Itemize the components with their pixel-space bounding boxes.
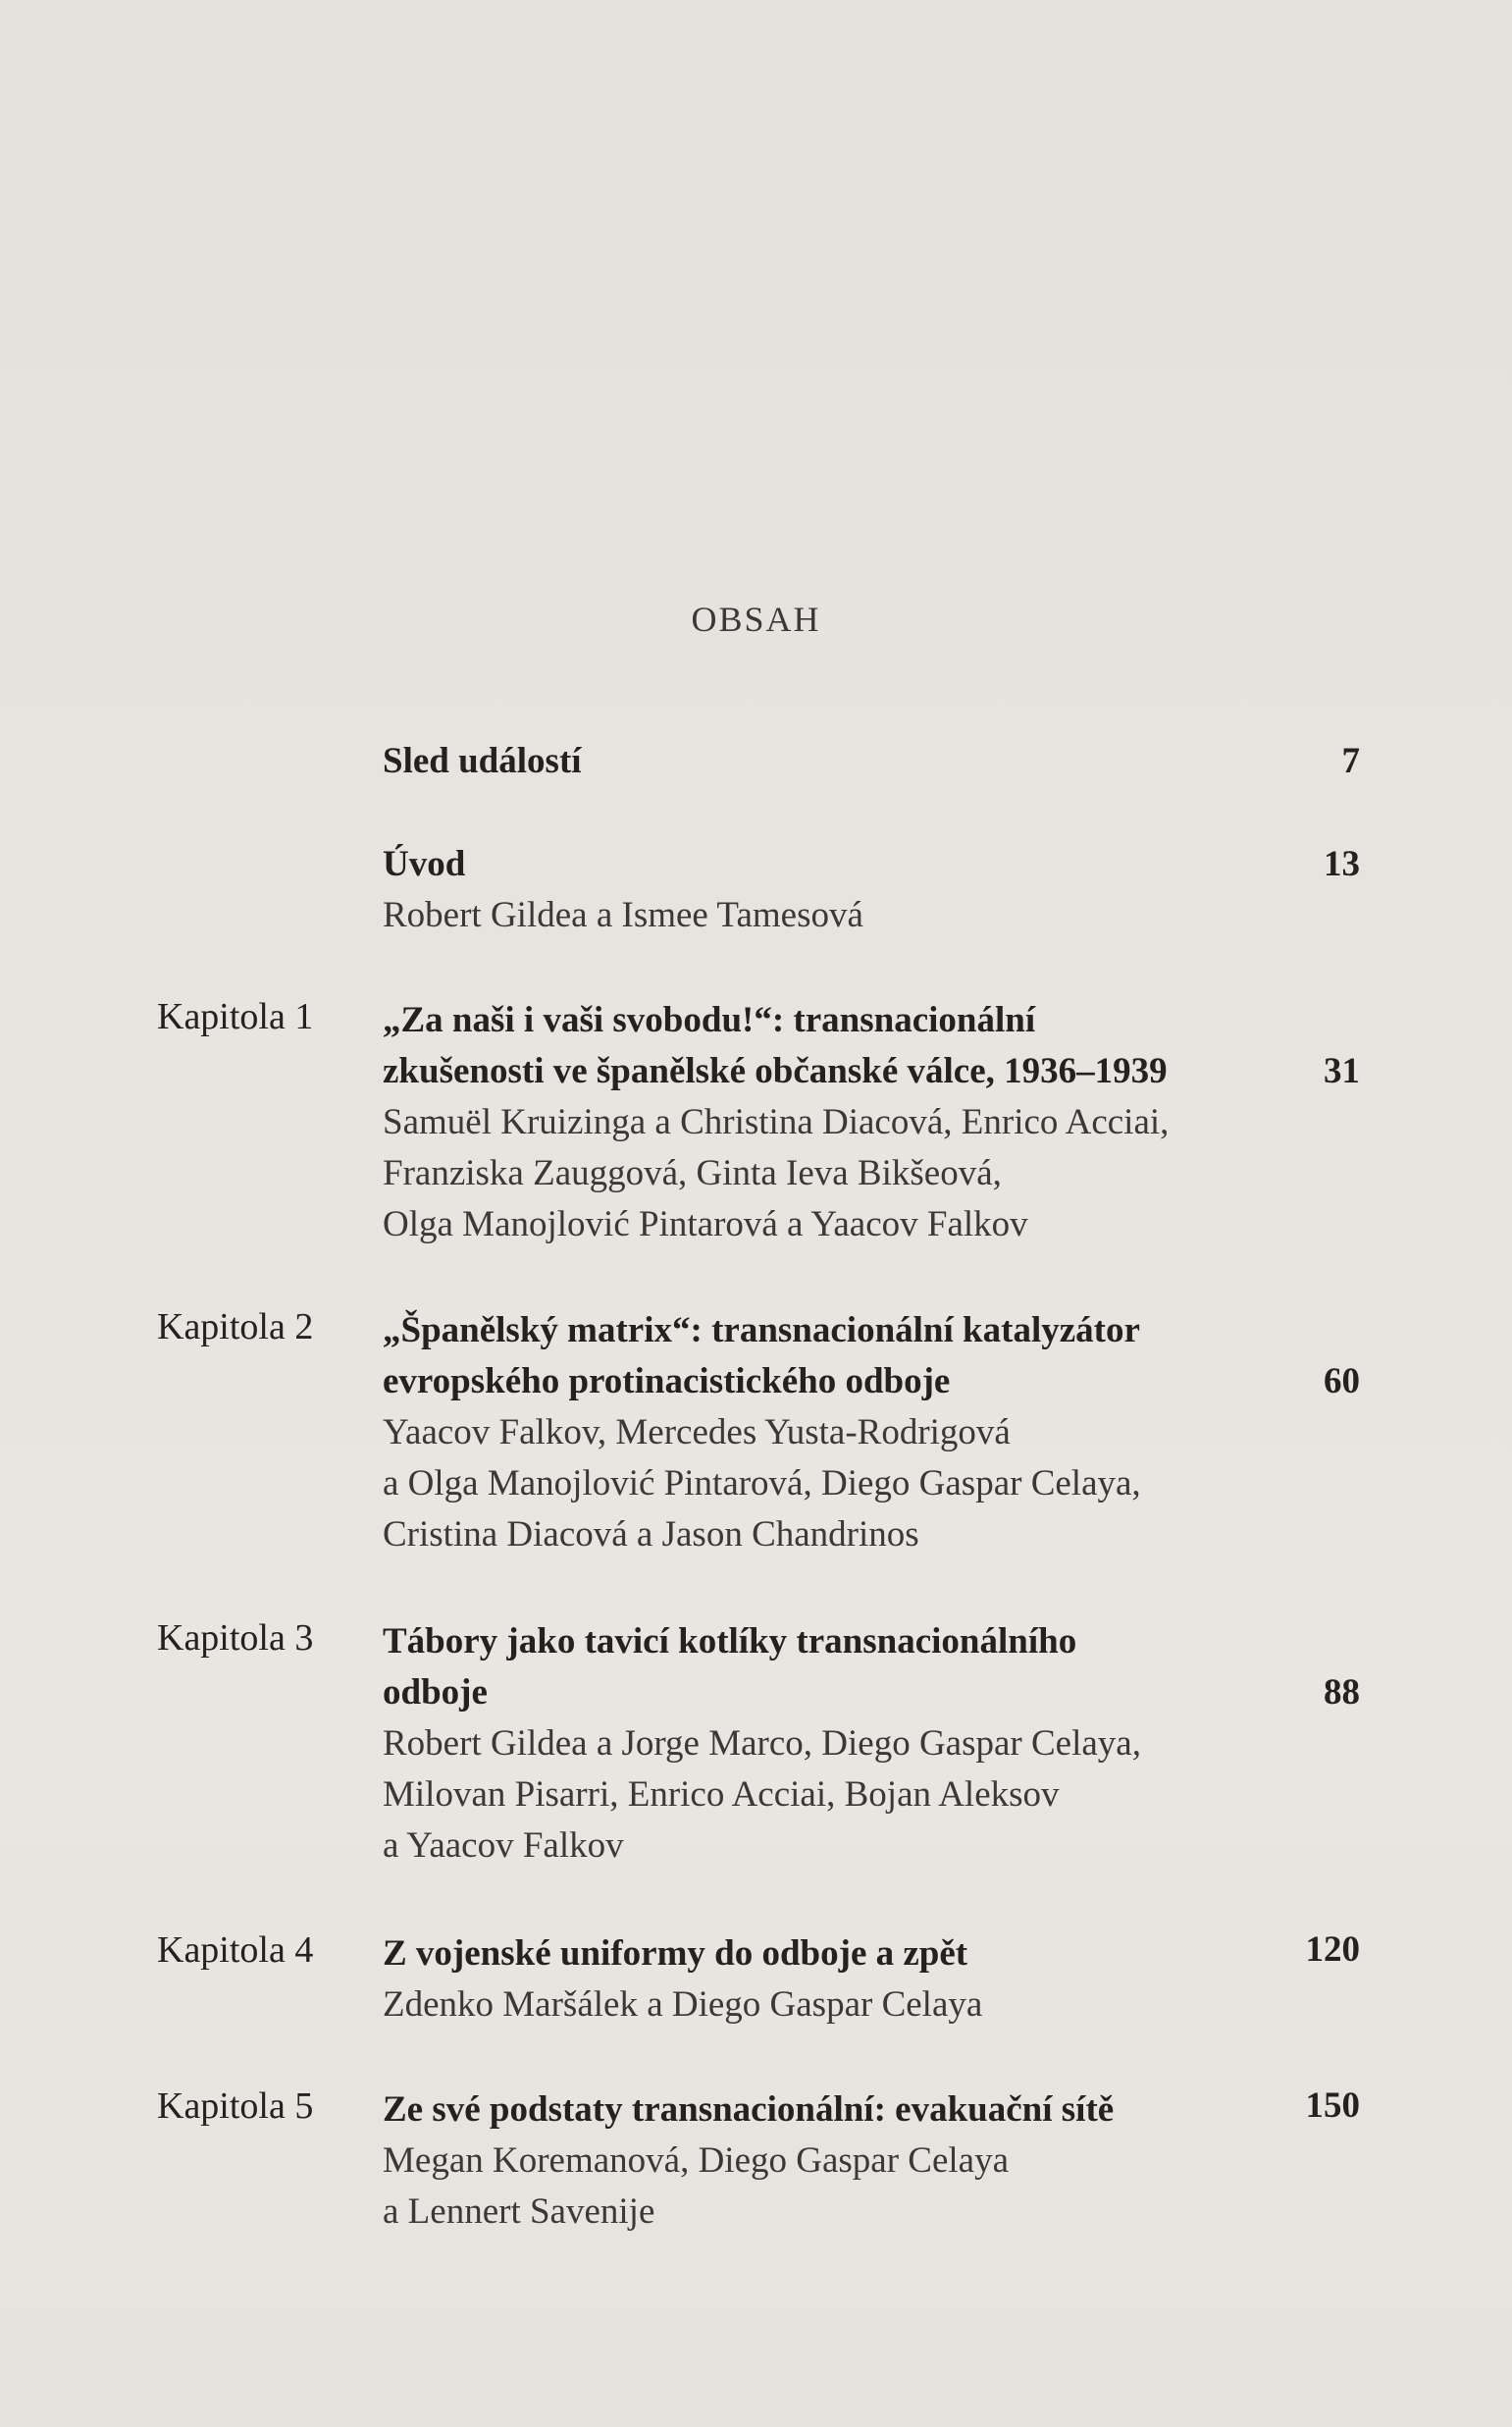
entry-body — [383, 1305, 1295, 1560]
chapter-label: Kapitola 5 — [157, 2085, 314, 2127]
page-number: 13 — [1324, 844, 1360, 884]
page-number: 7 — [1341, 741, 1360, 781]
page-title: OBSAH — [691, 600, 821, 639]
entry-title: Sled událostí — [383, 741, 582, 781]
entry-authors: a Lennert Savenije — [383, 2191, 655, 2232]
entry-authors: Samuël Kruizinga a Christina Diacová, Enrico Acciai, — [383, 1102, 1170, 1142]
entry-body — [383, 736, 1295, 787]
entry-body — [383, 839, 1295, 941]
entry-authors: Megan Koremanová, Diego Gaspar Celaya — [383, 2140, 1010, 2181]
entry-title: Úvod — [383, 844, 466, 884]
entry-body — [383, 1928, 1295, 2031]
page-number: 88 — [1324, 1672, 1360, 1713]
entry-body — [383, 2084, 1295, 2238]
page-number: 150 — [1305, 2085, 1360, 2126]
entry-title: odboje — [383, 1672, 488, 1713]
entry-authors: Yaacov Falkov, Mercedes Yusta-Rodrigová — [383, 1412, 1011, 1452]
page-number: 60 — [1324, 1361, 1360, 1401]
entry-title: „Za naši i vaši svobodu!“: transnacionální — [383, 1000, 1036, 1040]
page-number: 31 — [1324, 1051, 1360, 1091]
entry-body — [383, 995, 1295, 1250]
entry-authors: Cristina Diacová a Jason Chandrinos — [383, 1514, 919, 1555]
entry-title: Tábory jako tavicí kotlíky transnacionálního — [383, 1621, 1077, 1662]
entry-title: Z vojenské uniformy do odboje a zpět — [383, 1933, 968, 1974]
entry-authors: Franziska Zauggová, Ginta Ieva Bikšeová, — [383, 1153, 1002, 1193]
entry-body — [383, 1616, 1295, 1872]
entry-title: zkušenosti ve španělské občanské válce, 1936–1939 — [383, 1051, 1168, 1091]
entry-title: evropského protinacistického odboje — [383, 1361, 951, 1401]
chapter-label: Kapitola 1 — [157, 996, 314, 1037]
chapter-label: Kapitola 2 — [157, 1306, 314, 1347]
entry-authors: Olga Manojlović Pintarová a Yaacov Falkov — [383, 1204, 1028, 1244]
entry-authors: a Yaacov Falkov — [383, 1825, 624, 1866]
entry-authors: Zdenko Maršálek a Diego Gaspar Celaya — [383, 1984, 983, 2025]
chapter-label: Kapitola 3 — [157, 1617, 314, 1659]
entry-authors: a Olga Manojlović Pintarová, Diego Gaspar Celaya, — [383, 1463, 1141, 1504]
entry-title: Ze své podstaty transnacionální: evakuační sítě — [383, 2089, 1115, 2130]
entry-authors: Milovan Pisarri, Enrico Acciai, Bojan Aleksov — [383, 1774, 1060, 1815]
entry-authors: Robert Gildea a Jorge Marco, Diego Gaspar Celaya, — [383, 1723, 1141, 1764]
entry-title: „Španělský matrix“: transnacionální katalyzátor — [383, 1310, 1140, 1350]
chapter-label: Kapitola 4 — [157, 1929, 314, 1971]
page-number: 120 — [1305, 1929, 1360, 1970]
entry-authors: Robert Gildea a Ismee Tamesová — [383, 895, 863, 935]
